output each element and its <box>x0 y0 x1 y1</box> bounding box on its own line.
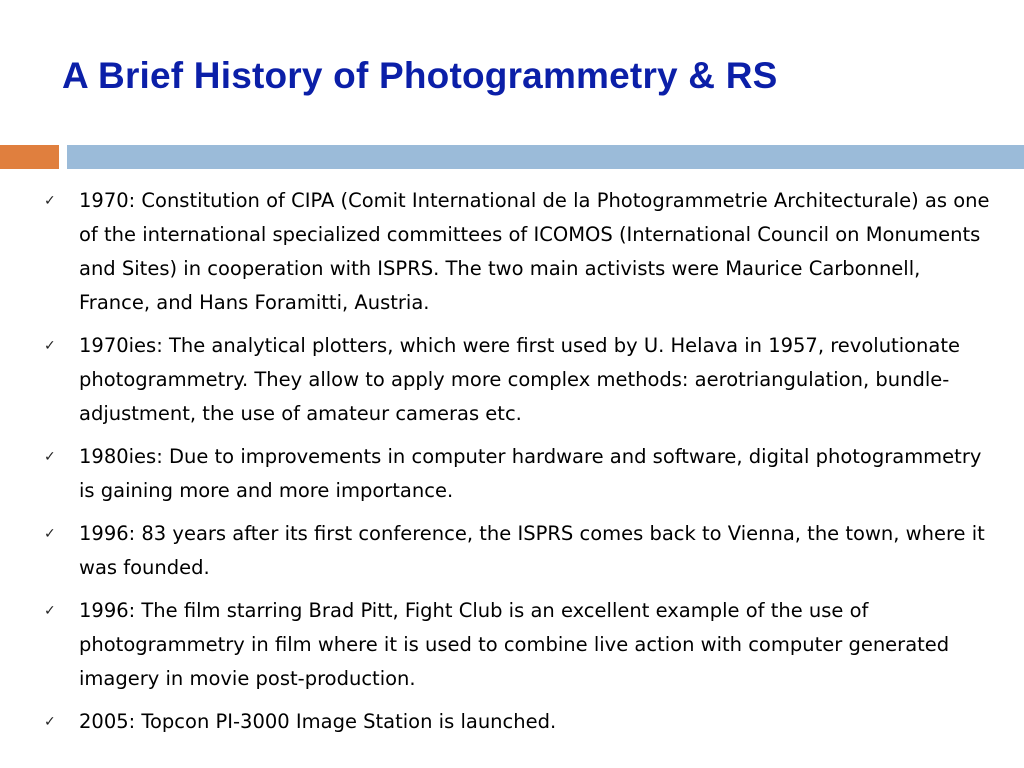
bullet-item <box>0 705 1024 739</box>
check-mark-icon: ✓ <box>44 193 56 209</box>
bullet-item <box>0 329 1024 431</box>
bullet-text: 2005: Topcon PI-3000 Image Station is launched. <box>79 710 557 733</box>
slide-title: A Brief History of Photogrammetry & RS <box>62 55 778 96</box>
bullet-item <box>0 184 1024 320</box>
bullet-text: 1980ies: Due to improvements in computer hardware and software, digital photogrammetry is gaining more and more importance. <box>79 445 982 502</box>
check-mark-icon: ✓ <box>44 338 56 354</box>
bullet-text: 1996: The film starring Brad Pitt, Fight Club is an excellent example of the use of photogrammetry in film where it is used to combine live action with computer generated imagery in movie post-production. <box>79 599 950 690</box>
check-mark-icon: ✓ <box>44 526 56 542</box>
accent-bar-orange <box>0 145 59 169</box>
bullet-item <box>0 517 1024 585</box>
bullet-text: 1970ies: The analytical plotters, which were first used by U. Helava in 1957, revolutionate photogrammetry. They allow to apply more complex methods: aerotriangulation, bundle-adjustment, the use of amateur cameras etc. <box>79 334 960 425</box>
check-mark-icon: ✓ <box>44 603 56 619</box>
check-mark-icon: ✓ <box>44 449 56 465</box>
bullet-list <box>0 184 1024 748</box>
accent-bar-blue <box>67 145 1024 169</box>
check-mark-icon: ✓ <box>44 714 56 730</box>
bullet-text: 1970: Constitution of CIPA (Comit International de la Photogrammetrie Architecturale) as one of the international specialized committees of ICOMOS (International Council on Monuments and Sites) in cooperation with ISPRS. The two main activists were Maurice Carbonnell, France, and Hans Foramitti, Austria. <box>79 189 990 314</box>
bullet-item <box>0 594 1024 696</box>
bullet-item <box>0 440 1024 508</box>
bullet-text: 1996: 83 years after its first conference, the ISPRS comes back to Vienna, the town, where it was founded. <box>79 522 985 579</box>
